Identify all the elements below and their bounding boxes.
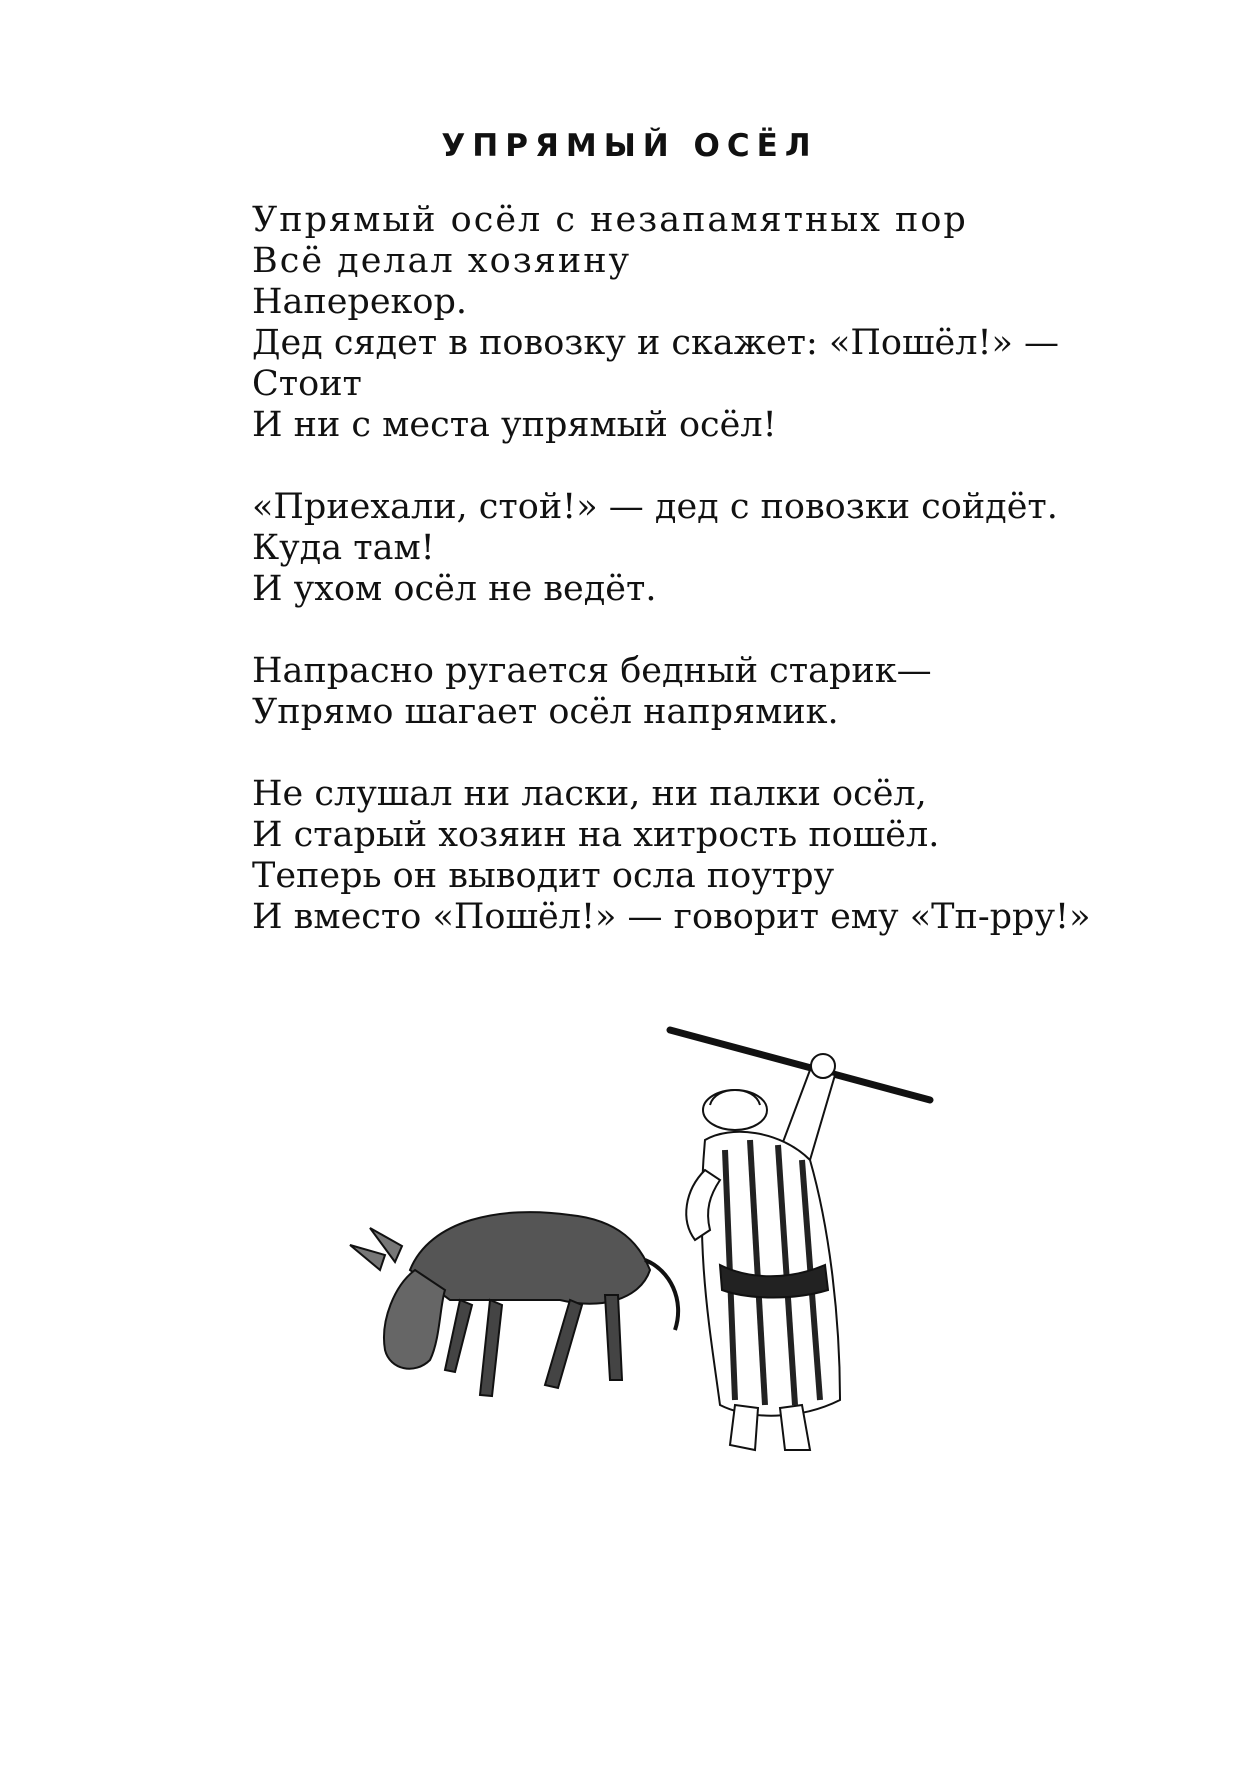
old-man-icon [686,1054,840,1450]
stanza-4 [252,774,1132,938]
poem-line: Куда там! [252,528,435,568]
poem-line: Теперь он выводит осла поутру [252,856,835,896]
poem-line: И ухом осёл не ведёт. [252,569,657,609]
poem-line: И старый хозяин на хитрость пошёл. [252,815,940,855]
poem-line: Всё делал хозяину [252,241,632,281]
stanza-2 [252,487,1132,610]
stanza-1 [252,200,1132,446]
poem-line: Не слушал ни ласки, ни палки осёл, [252,774,927,814]
poem-line: И вместо «Пошёл!» — говорит ему «Тп-рру!» [252,897,1091,937]
poem-line: «Приехали, стой!» — дед с повозки сойдёт. [252,487,1058,527]
poem-line: И ни с места упрямый осёл! [252,405,777,445]
poem-line: Дед сядет в повозку и скажет: «Пошёл!» — [252,323,1060,363]
poem-body [252,200,1132,979]
poem-line: Упрямо шагает осёл напрямик. [252,692,839,732]
poem-line: Напрасно ругается бедный старик— [252,651,932,691]
poem-title: УПРЯМЫЙ ОСЁЛ [441,128,818,164]
poem-line: Стоит [252,364,362,404]
donkey-and-old-man-illustration [340,1000,960,1520]
donkey-icon [350,1212,678,1396]
poem-line: Упрямый осёл с незапамятных пор [252,200,968,240]
poem-line: Наперекор. [252,282,468,322]
stick-icon [670,1030,930,1100]
stanza-3 [252,651,1132,733]
